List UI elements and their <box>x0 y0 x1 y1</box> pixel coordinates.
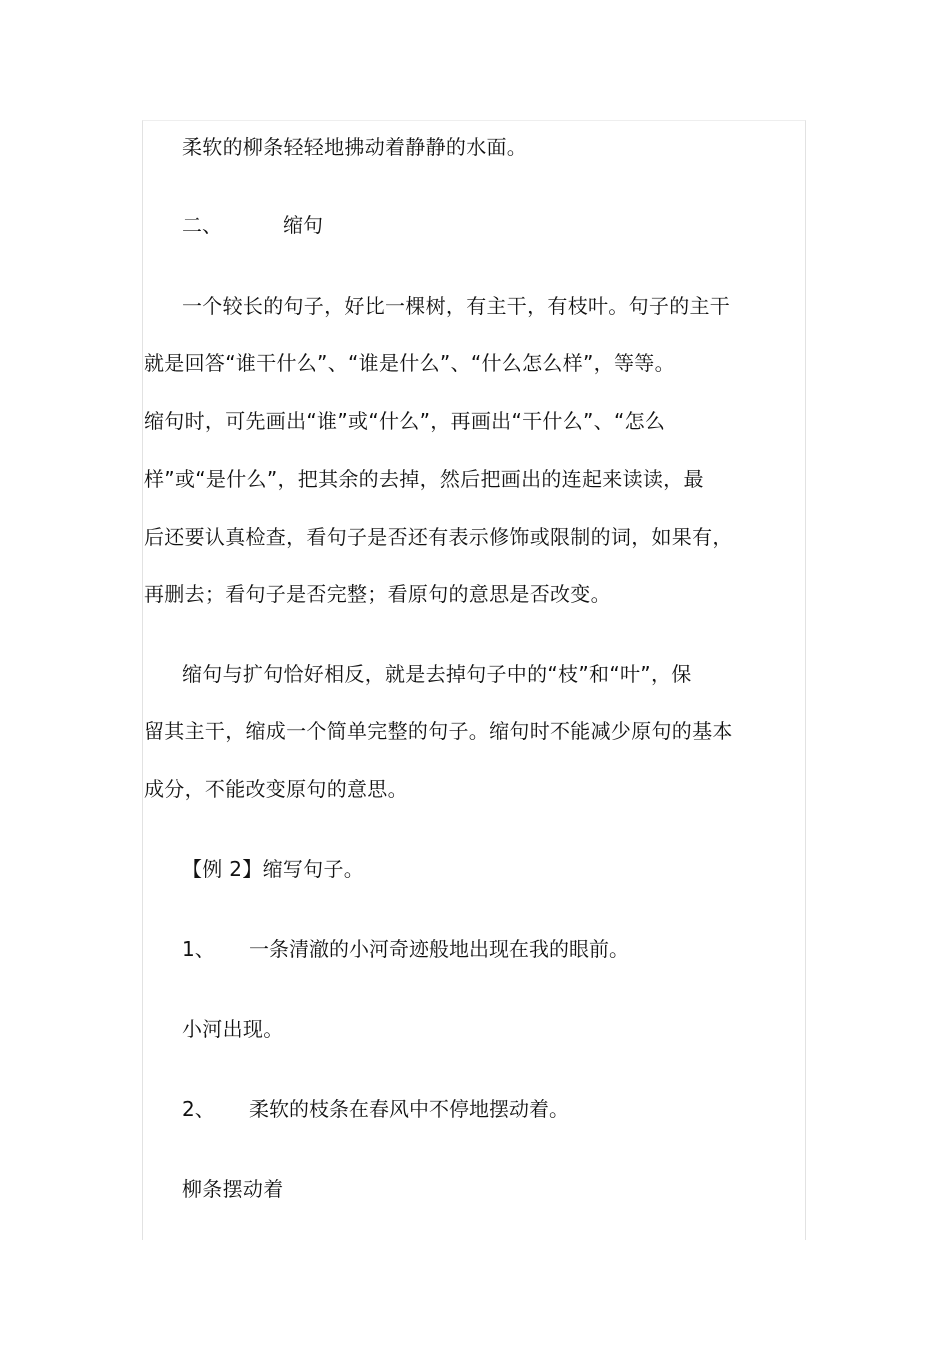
item-sentence: 柔软的枝条在春风中不停地摆动着。 <box>249 1097 569 1121</box>
item-sentence: 一条清澈的小河奇迹般地出现在我的眼前。 <box>249 937 629 961</box>
item-answer: 柳条摆动着 <box>182 1177 284 1201</box>
item-answer: 小河出现。 <box>182 1017 284 1041</box>
item-number: 2、 <box>182 1097 215 1121</box>
text-line: 柔软的柳条轻轻地拂动着静静的水面。 <box>182 135 528 159</box>
paragraph-line: 一个较长的句子，好比一棵树，有主干，有枝叶。句子的主干 <box>182 294 731 318</box>
paragraph-line: 样”或“是什么”，把其余的去掉，然后把画出的连起来读读，最 <box>144 467 704 491</box>
item-number: 1、 <box>182 937 215 961</box>
paragraph-line: 缩句时，可先画出“谁”或“什么”，再画出“干什么”、“怎么 <box>144 409 666 433</box>
paragraph-line: 留其主干，缩成一个简单完整的句子。缩句时不能减少原句的基本 <box>144 719 733 743</box>
section-number: 二、 <box>182 213 222 237</box>
paragraph-line: 后还要认真检查，看句子是否还有表示修饰或限制的词，如果有， <box>144 525 733 549</box>
example-label: 【例 2】缩写句子。 <box>182 857 365 881</box>
paragraph-line: 就是回答“谁干什么”、“谁是什么”、“什么怎么样”，等等。 <box>144 351 675 375</box>
paragraph-line: 再删去；看句子是否完整；看原句的意思是否改变。 <box>144 582 611 606</box>
paragraph-line: 缩句与扩句恰好相反，就是去掉句子中的“枝”和“叶”，保 <box>182 662 692 686</box>
section-title: 缩句 <box>283 213 323 237</box>
paragraph-line: 成分，不能改变原句的意思。 <box>144 777 408 801</box>
